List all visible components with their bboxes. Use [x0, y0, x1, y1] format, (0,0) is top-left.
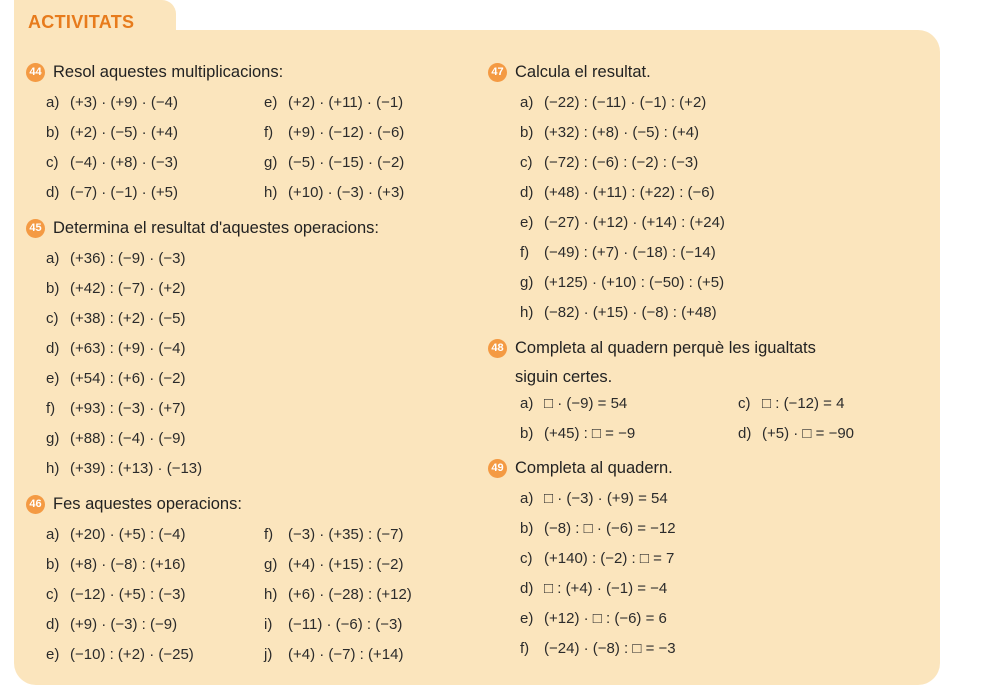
- exercise-item: b) (+2) · (−5) · (+4): [46, 124, 178, 141]
- exercise-item: h) (+6) · (−28) : (+12): [264, 586, 412, 603]
- exercise-item: d) (−7) · (−1) · (+5): [46, 184, 178, 201]
- exercise-item: f) (+9) · (−12) · (−6): [264, 124, 405, 141]
- exercise-item: b) (+8) · (−8) : (+16): [46, 556, 186, 573]
- exercise-number-badge: 48: [488, 339, 507, 358]
- exercise-item: b) (+42) : (−7) · (+2): [46, 280, 186, 297]
- exercise-item: h) (+39) : (+13) · (−13): [46, 460, 203, 477]
- exercise-instruction: Determina el resultat d'aquestes operacions:: [53, 219, 379, 237]
- exercise-item: a) □ · (−9) = 54: [520, 395, 628, 412]
- exercise-instruction: Completa al quadern perquè les igualtats siguin certes.: [515, 339, 816, 386]
- exercise-item: d) (+9) · (−3) : (−9): [46, 616, 178, 633]
- exercise-item: b) (+32) : (+8) · (−5) : (+4): [520, 124, 700, 141]
- exercise-item: d) (+48) · (+11) : (+22) : (−6): [520, 184, 715, 201]
- exercise-item: e) (+54) : (+6) · (−2): [46, 370, 186, 387]
- exercise-item: c) (+38) : (+2) · (−5): [46, 310, 186, 327]
- exercise-item: f) (−49) : (+7) · (−18) : (−14): [520, 244, 716, 261]
- exercise-item: j) (+4) · (−7) : (+14): [264, 646, 404, 663]
- exercise-number-badge: 44: [26, 63, 45, 82]
- exercise-item: a) (+36) : (−9) · (−3): [46, 250, 186, 267]
- exercise-number-badge: 49: [488, 459, 507, 478]
- exercise-item: d) □ : (+4) · (−1) = −4: [520, 580, 668, 597]
- exercise-item: b) (−8) : □ · (−6) = −12: [520, 520, 676, 537]
- exercise-item: c) (−12) · (+5) : (−3): [46, 586, 186, 603]
- exercise-number-badge: 45: [26, 219, 45, 238]
- exercise-item: c) (−72) : (−6) : (−2) : (−3): [520, 154, 699, 171]
- exercise-item: c) (−4) · (+8) · (−3): [46, 154, 178, 171]
- exercise-item: d) (+5) · □ = −90: [738, 425, 855, 442]
- exercise-number-badge: 47: [488, 63, 507, 82]
- exercise-item: h) (−82) · (+15) · (−8) : (+48): [520, 304, 717, 321]
- exercise-44-heading: [26, 58, 383, 87]
- exercise-item: c) (+140) : (−2) : □ = 7: [520, 550, 675, 567]
- exercise-47-heading: [488, 58, 845, 87]
- exercise-item: g) (−5) · (−15) · (−2): [264, 154, 405, 171]
- exercise-item: d) (+63) : (+9) · (−4): [46, 340, 186, 357]
- exercise-item: f) (−3) · (+35) : (−7): [264, 526, 404, 543]
- exercise-item: e) (−27) · (+12) · (+14) : (+24): [520, 214, 725, 231]
- exercise-item: e) (+2) · (+11) · (−1): [264, 94, 404, 111]
- exercise-item: b) (+45) : □ = −9: [520, 425, 636, 442]
- exercise-item: e) (−10) : (+2) · (−25): [46, 646, 194, 663]
- exercise-item: g) (+88) : (−4) · (−9): [46, 430, 186, 447]
- exercise-item: g) (+125) · (+10) : (−50) : (+5): [520, 274, 725, 291]
- exercise-item: a) (+3) · (+9) · (−4): [46, 94, 178, 111]
- exercise-46-heading: [26, 490, 383, 519]
- exercise-item: e) (+12) · □ : (−6) = 6: [520, 610, 667, 627]
- exercise-item: a) (+20) · (+5) : (−4): [46, 526, 186, 543]
- exercise-number-badge: 46: [26, 495, 45, 514]
- section-title: ACTIVITATS: [28, 12, 135, 32]
- exercise-item: h) (+10) · (−3) · (+3): [264, 184, 405, 201]
- exercise-item: c) □ : (−12) = 4: [738, 395, 845, 412]
- exercise-item: f) (+93) : (−3) · (+7): [46, 400, 186, 417]
- exercise-instruction: Fes aquestes operacions:: [53, 495, 242, 513]
- exercise-instruction: Completa al quadern.: [515, 459, 673, 477]
- exercise-instruction: Calcula el resultat.: [515, 63, 651, 81]
- exercise-45-heading: [26, 214, 413, 243]
- exercise-item: a) □ · (−3) · (+9) = 54: [520, 490, 668, 507]
- exercise-item: a) (−22) : (−11) · (−1) : (+2): [520, 94, 707, 111]
- exercise-49-heading: [488, 454, 845, 483]
- exercise-48-heading: [488, 334, 855, 392]
- exercise-item: g) (+4) · (+15) : (−2): [264, 556, 404, 573]
- exercise-item: i) (−11) · (−6) : (−3): [264, 616, 403, 633]
- exercise-item: f) (−24) · (−8) : □ = −3: [520, 640, 676, 657]
- exercise-instruction: Resol aquestes multiplicacions:: [53, 63, 284, 81]
